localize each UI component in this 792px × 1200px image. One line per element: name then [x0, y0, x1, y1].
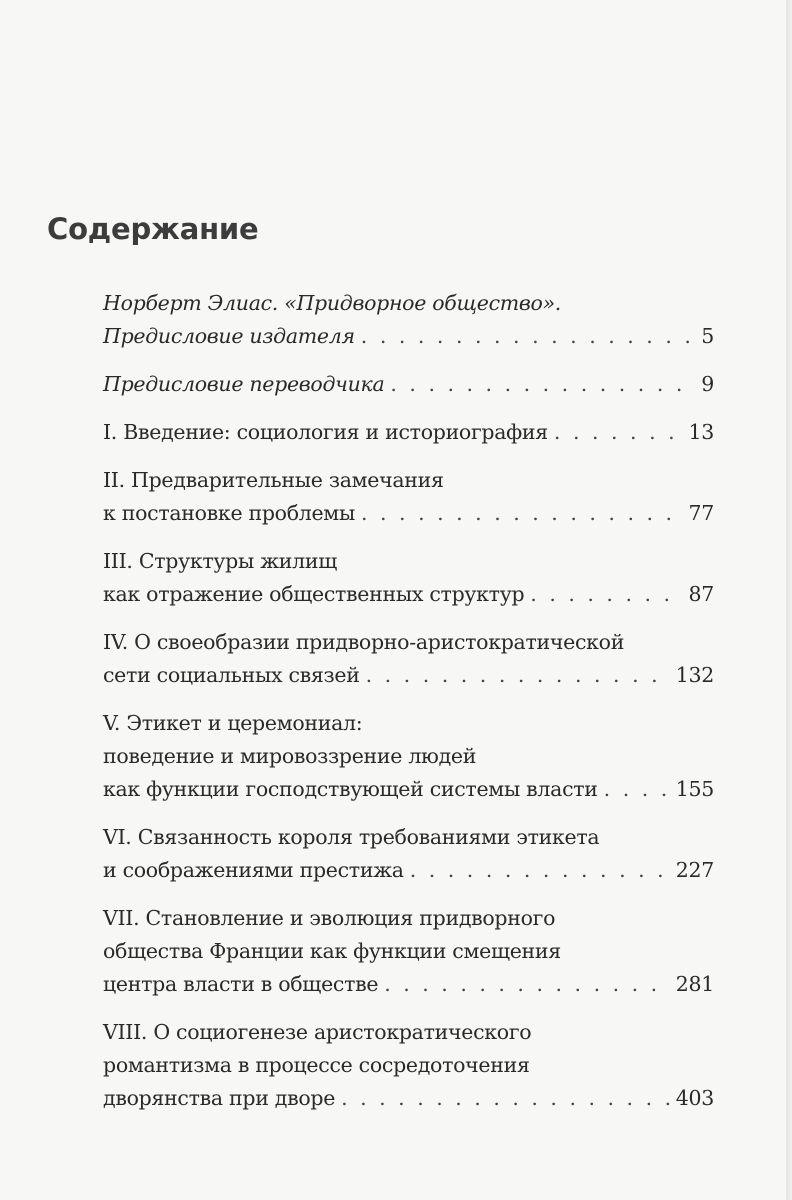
page-number: 77	[688, 501, 714, 525]
dot-leader	[554, 416, 683, 449]
page-number: 9	[701, 372, 714, 396]
toc-entry-line: дворянства при дворе	[103, 1086, 336, 1110]
page-edge	[786, 0, 792, 1200]
toc-entry-line: Норберт Элиас. «Придворное общество».	[103, 291, 562, 315]
page-number: 132	[675, 663, 714, 687]
toc-entry-line: к постановке проблемы	[103, 501, 355, 525]
dot-leader	[390, 368, 695, 401]
toc-entry-line: V. Этикет и церемониал:	[103, 711, 363, 735]
toc-entry-line: III. Структуры жилищ	[103, 549, 337, 573]
toc-entry-line: II. Предварительные замечания	[103, 468, 444, 492]
toc-entry-line: Предисловие издателя	[103, 324, 355, 348]
dot-leader	[361, 320, 695, 353]
table-of-contents	[103, 287, 714, 1130]
page-number: 403	[675, 1086, 714, 1110]
toc-entry-line: как функции господствующей системы власти	[103, 777, 598, 801]
toc-entry-line: романтизма в процессе сосредоточения	[103, 1053, 530, 1077]
toc-entry-chapter-6	[103, 821, 714, 887]
page-number: 281	[675, 972, 714, 996]
toc-entry-line: VII. Становление и эволюция придворного	[103, 906, 556, 930]
dot-leader	[384, 968, 670, 1001]
dot-leader	[366, 659, 670, 692]
dot-leader	[341, 1082, 670, 1115]
toc-entry-chapter-5	[103, 707, 714, 806]
page-number: 5	[701, 324, 714, 348]
dot-leader	[530, 578, 682, 611]
toc-entry-line: как отражение общественных структур	[103, 582, 525, 606]
toc-entry-line: общества Франции как функции смещения	[103, 939, 561, 963]
dot-leader	[604, 773, 670, 806]
toc-entry-line: IV. О своеобразии придворно-аристократической	[103, 630, 625, 654]
toc-entry-chapter-3	[103, 545, 714, 611]
toc-entry-chapter-1	[103, 416, 714, 449]
toc-entry-line: и соображениями престижа	[103, 858, 404, 882]
page-number: 155	[675, 777, 714, 801]
page-number: 13	[688, 420, 714, 444]
toc-entry-chapter-2	[103, 464, 714, 530]
toc-entry-chapter-8	[103, 1016, 714, 1115]
dot-leader	[410, 854, 670, 887]
dot-leader	[361, 497, 683, 530]
toc-entry-line: VI. Связанность короля требованиями этикета	[103, 825, 600, 849]
toc-entry-chapter-7	[103, 902, 714, 1001]
page-number: 227	[675, 858, 714, 882]
toc-entry-line: VIII. О социогенезе аристократического	[103, 1020, 532, 1044]
toc-entry-line: центра власти в обществе	[103, 972, 379, 996]
page-number: 87	[688, 582, 714, 606]
toc-entry-line: I. Введение: социология и историография	[103, 420, 548, 444]
toc-entry-line: Предисловие переводчика	[103, 372, 385, 396]
toc-entry-line: поведение и мировоззрение людей	[103, 744, 477, 768]
toc-entry-translator-preface	[103, 368, 714, 401]
page-title: Содержание	[47, 212, 259, 246]
toc-entry-chapter-4	[103, 626, 714, 692]
toc-entry-line: сети социальных связей	[103, 663, 360, 687]
toc-entry-publisher-preface	[103, 287, 714, 353]
